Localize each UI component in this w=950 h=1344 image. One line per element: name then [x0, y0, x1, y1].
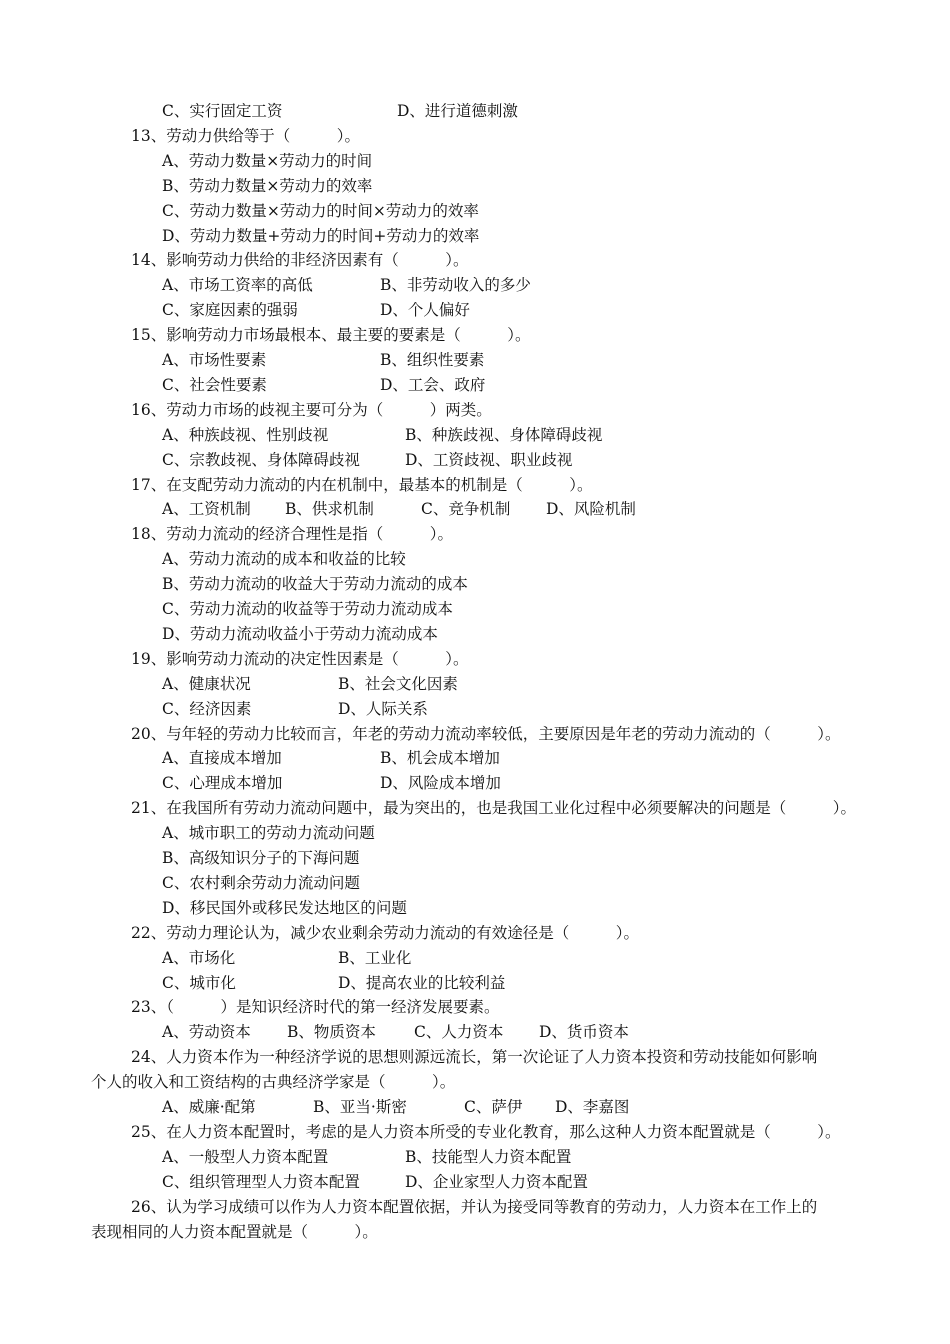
- option: D、提高农业的比较利益: [338, 973, 506, 992]
- question-stem: 20、与年轻的劳动力比较而言，年老的劳动力流动率较低，主要原因是年老的劳动力流动的（ ）。: [131, 724, 841, 743]
- option: A、工资机制: [162, 500, 251, 519]
- question-stem: 19、影响劳动力流动的决定性因素是（ ）。: [131, 649, 469, 668]
- question-stem: 23、（ ）是知识经济时代的第一经济发展要素。: [131, 998, 500, 1017]
- option-line: B、劳动力数量×劳动力的效率: [162, 176, 373, 195]
- question-stem: 25、在人力资本配置时，考虑的是人力资本所受的专业化教育，那么这种人力资本配置就是（ ）。: [131, 1122, 841, 1141]
- option: B、机会成本增加: [380, 749, 500, 768]
- option: D、货币资本: [539, 1023, 629, 1042]
- option-line: A、劳动力数量×劳动力的时间: [162, 151, 373, 170]
- question-stem: 16、劳动力市场的歧视主要可分为（ ）两类。: [131, 400, 492, 419]
- question-stem: 14、影响劳动力供给的非经济因素有（ ）。: [131, 251, 469, 270]
- question-stem: 15、影响劳动力市场最根本、最主要的要素是（ ）。: [131, 326, 531, 345]
- question-stem: 个人的收入和工资结构的古典经济学家是（ ）。: [91, 1073, 456, 1092]
- question-stem: 21、在我国所有劳动力流动问题中，最为突出的，也是我国工业化过程中必须要解决的问题是（ ）。: [131, 799, 856, 818]
- question-stem: 26、认为学习成绩可以作为人力资本配置依据，并认为接受同等教育的劳动力，人力资本在工作上的: [131, 1197, 818, 1216]
- option: D、李嘉图: [555, 1098, 630, 1116]
- question-stem: 17、在支配劳动力流动的内在机制中，最基本的机制是（ ）。: [131, 475, 593, 494]
- option-line: D、劳动力流动收益小于劳动力流动成本: [162, 624, 438, 643]
- option-line: A、城市职工的劳动力流动问题: [162, 824, 375, 843]
- option: A、种族歧视、性别歧视: [162, 425, 329, 444]
- option: B、非劳动收入的多少: [380, 276, 531, 295]
- option: D、工会、政府: [380, 375, 486, 394]
- question-stem: 13、劳动力供给等于（ ）。: [131, 126, 360, 145]
- option: A、直接成本增加: [162, 749, 282, 768]
- option: C、实行固定工资: [162, 102, 283, 120]
- option: C、宗教歧视、身体障碍歧视: [162, 450, 360, 469]
- option: D、风险成本增加: [380, 774, 501, 793]
- option: C、组织管理型人力资本配置: [162, 1172, 360, 1191]
- question-stem: 表现相同的人力资本配置就是（ ）。: [91, 1222, 378, 1241]
- option-line: B、高级知识分子的下海问题: [162, 849, 360, 867]
- option: D、个人偏好: [380, 301, 470, 320]
- option: D、企业家型人力资本配置: [405, 1172, 588, 1191]
- option: C、心理成本增加: [162, 774, 283, 793]
- option: D、进行道德刺激: [397, 102, 518, 120]
- question-stem: 18、劳动力流动的经济合理性是指（ ）。: [131, 525, 453, 544]
- option: B、亚当·斯密: [313, 1098, 407, 1116]
- option: C、萨伊: [464, 1098, 523, 1116]
- option: C、经济因素: [162, 699, 252, 718]
- option: C、人力资本: [414, 1023, 504, 1042]
- option: A、威廉·配第: [162, 1098, 256, 1116]
- option: C、城市化: [162, 973, 236, 992]
- option: C、家庭因素的强弱: [162, 301, 298, 320]
- option: D、风险机制: [546, 500, 636, 519]
- option-line: C、劳动力数量×劳动力的时间×劳动力的效率: [162, 201, 479, 220]
- question-stem: 24、人力资本作为一种经济学说的思想则源远流长，第一次论证了人力资本投资和劳动技能如何影响: [131, 1048, 818, 1067]
- option: B、种族歧视、身体障碍歧视: [405, 425, 603, 444]
- option: C、社会性要素: [162, 375, 267, 394]
- option: A、市场性要素: [162, 351, 267, 369]
- question-stem: 22、劳动力理论认为，减少农业剩余劳动力流动的有效途径是（ ）。: [131, 923, 639, 942]
- option: D、人际关系: [338, 699, 428, 718]
- option-line: C、农村剩余劳动力流动问题: [162, 873, 360, 892]
- option: B、工业化: [338, 948, 412, 967]
- option: B、技能型人力资本配置: [405, 1147, 572, 1166]
- option: A、一般型人力资本配置: [162, 1147, 329, 1166]
- option: A、劳动资本: [162, 1023, 251, 1042]
- option: A、市场工资率的高低: [162, 276, 313, 295]
- option-line: D、劳动力数量+劳动力的时间+劳动力的效率: [162, 226, 480, 245]
- option-line: C、劳动力流动的收益等于劳动力流动成本: [162, 600, 453, 618]
- option: D、工资歧视、职业歧视: [405, 450, 573, 469]
- option: C、竞争机制: [421, 500, 511, 519]
- option: B、社会文化因素: [338, 674, 458, 693]
- option: B、物质资本: [287, 1023, 376, 1042]
- option: A、健康状况: [162, 674, 251, 693]
- option: B、供求机制: [285, 500, 374, 519]
- option-line: B、劳动力流动的收益大于劳动力流动的成本: [162, 575, 468, 594]
- option-line: A、劳动力流动的成本和收益的比较: [162, 550, 406, 569]
- option: A、市场化: [162, 948, 236, 967]
- option-line: D、移民国外或移民发达地区的问题: [162, 898, 407, 917]
- option: B、组织性要素: [380, 351, 485, 369]
